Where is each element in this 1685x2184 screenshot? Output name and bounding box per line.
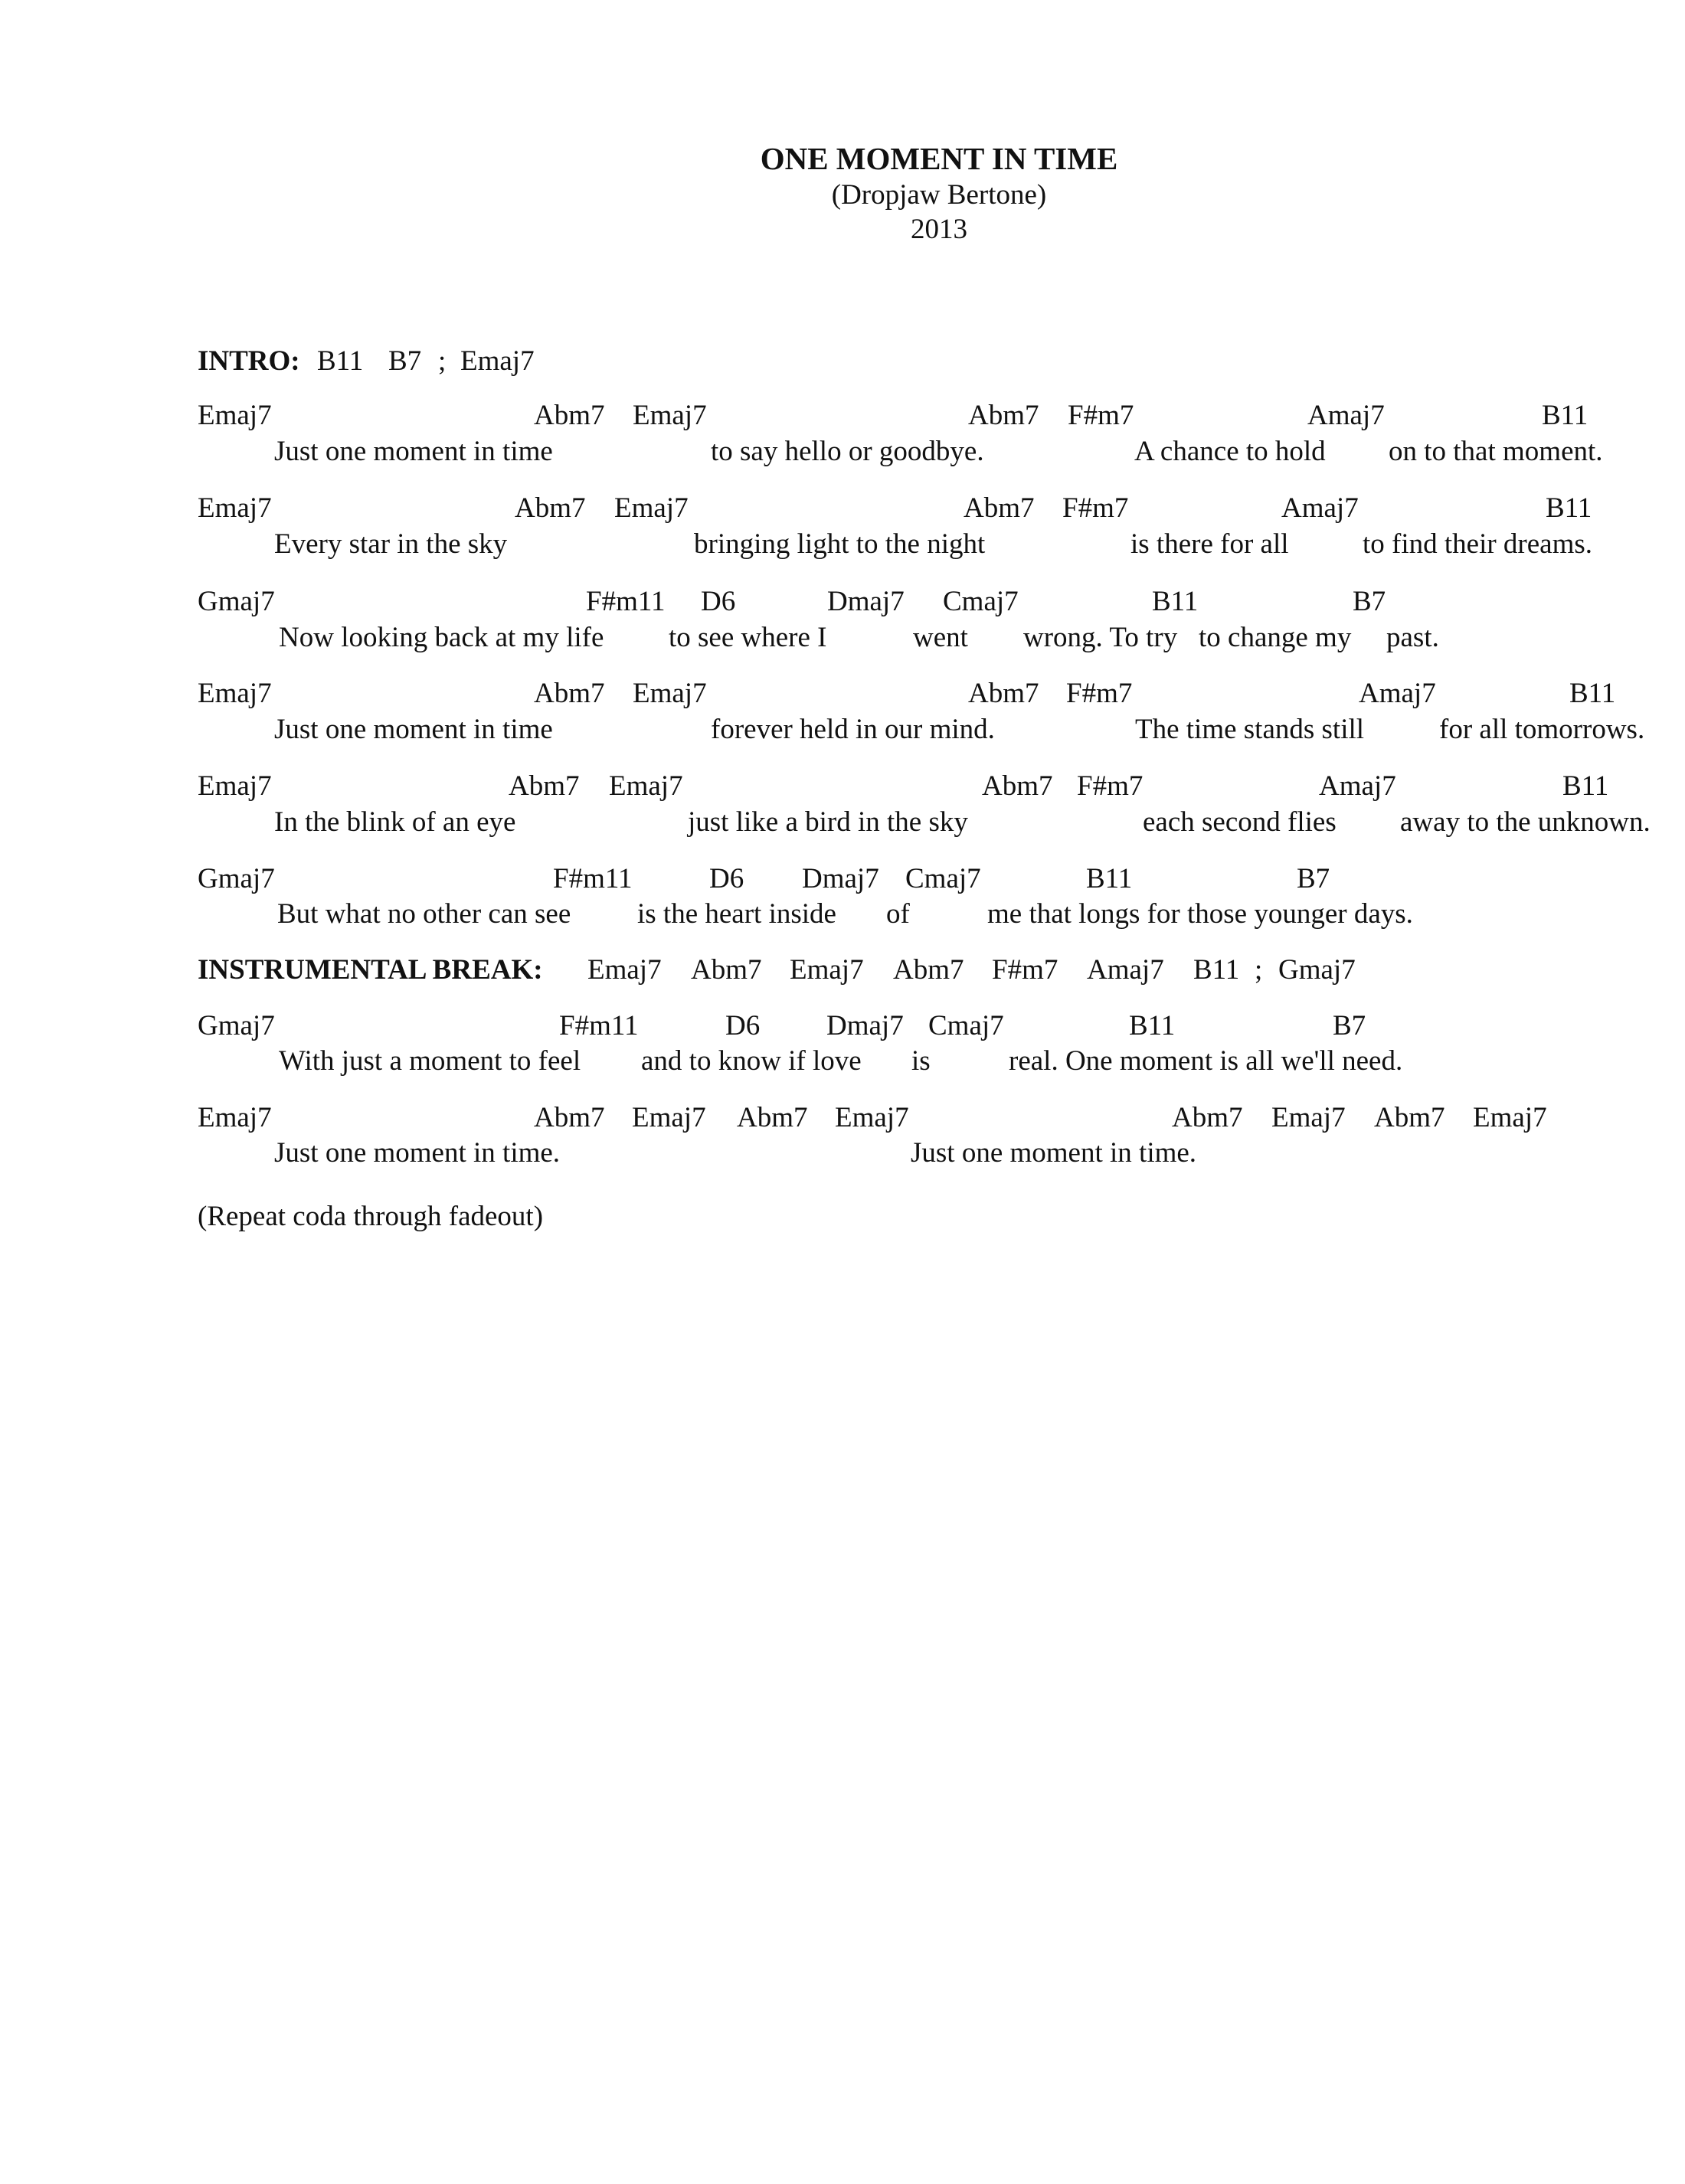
chord: Emaj7 bbox=[198, 400, 272, 431]
chord: Emaj7 bbox=[614, 492, 689, 524]
chord: Abm7 bbox=[968, 678, 1039, 709]
chord: Emaj7 bbox=[198, 492, 272, 524]
lyric: to see where I bbox=[669, 622, 827, 653]
chord: F#m11 bbox=[586, 586, 666, 617]
chord: D6 bbox=[725, 1010, 761, 1041]
chord: Emaj7 bbox=[198, 1102, 272, 1133]
lyric: wrong. To try bbox=[1023, 622, 1178, 653]
chord: Amaj7 bbox=[1281, 492, 1359, 524]
lyric: on to that moment. bbox=[1389, 436, 1603, 467]
chord: D6 bbox=[701, 586, 736, 617]
chord: F#m7 bbox=[1062, 492, 1129, 524]
chord: Emaj7 bbox=[790, 954, 864, 986]
chord: Abm7 bbox=[534, 1102, 605, 1133]
chord: Abm7 bbox=[964, 492, 1035, 524]
repeat-note: (Repeat coda through fadeout) bbox=[198, 1201, 544, 1232]
chord: B11 bbox=[1129, 1010, 1176, 1041]
chord: Abm7 bbox=[509, 770, 580, 802]
lyric: Just one moment in time. bbox=[911, 1137, 1197, 1169]
chord: Emaj7 bbox=[198, 678, 272, 709]
chord: Emaj7 bbox=[1473, 1102, 1547, 1133]
lyric: But what no other can see bbox=[277, 898, 571, 930]
lyric: With just a moment to feel bbox=[279, 1045, 581, 1077]
chord: B11 bbox=[1193, 954, 1240, 986]
chord: Emaj7 bbox=[835, 1102, 909, 1133]
chord: B11 bbox=[1562, 770, 1609, 802]
lyric: me that longs for those younger days. bbox=[987, 898, 1413, 930]
lyric: Just one moment in time. bbox=[274, 1137, 561, 1169]
lyric: of bbox=[886, 898, 910, 930]
lyric: Just one moment in time bbox=[274, 714, 553, 745]
chord: B11 bbox=[1086, 863, 1133, 894]
lyric: The time stands still bbox=[1135, 714, 1365, 745]
lyric: and to know if love bbox=[641, 1045, 862, 1077]
chord: B7 bbox=[1353, 586, 1386, 617]
lyric: is the heart inside bbox=[637, 898, 836, 930]
lyric: for all tomorrows. bbox=[1439, 714, 1645, 745]
chord: Emaj7 bbox=[198, 770, 272, 802]
chord: F#m7 bbox=[1066, 678, 1133, 709]
lyric: just like a bird in the sky bbox=[688, 806, 968, 838]
lyric: is there for all bbox=[1130, 528, 1289, 560]
lyric: bringing light to the night bbox=[694, 528, 986, 560]
chord: B7 bbox=[1333, 1010, 1366, 1041]
chord: Abm7 bbox=[968, 400, 1039, 431]
chord: Gmaj7 bbox=[198, 863, 275, 894]
chord: Abm7 bbox=[691, 954, 762, 986]
chord: Emaj7 bbox=[587, 954, 662, 986]
chord: Dmaj7 bbox=[826, 1010, 904, 1041]
chord-separator: ; bbox=[438, 345, 447, 377]
chord: Abm7 bbox=[1172, 1102, 1243, 1133]
chord: Abm7 bbox=[1374, 1102, 1445, 1133]
chord: Cmaj7 bbox=[905, 863, 981, 894]
lyric: In the blink of an eye bbox=[274, 806, 516, 838]
chord: Emaj7 bbox=[460, 345, 535, 377]
lyric: A chance to hold bbox=[1134, 436, 1326, 467]
intro-label: INTRO: bbox=[198, 345, 300, 377]
chord: B11 bbox=[1542, 400, 1588, 431]
instrumental-label: INSTRUMENTAL BREAK: bbox=[198, 954, 543, 986]
chord: Abm7 bbox=[737, 1102, 808, 1133]
chord: D6 bbox=[709, 863, 744, 894]
lyric: is bbox=[911, 1045, 931, 1077]
chord: F#m11 bbox=[553, 863, 633, 894]
chord: F#m7 bbox=[992, 954, 1058, 986]
chord: Abm7 bbox=[515, 492, 586, 524]
chord: Emaj7 bbox=[1271, 1102, 1346, 1133]
chord: Gmaj7 bbox=[198, 586, 275, 617]
chord: Emaj7 bbox=[633, 678, 707, 709]
lyric: each second flies bbox=[1143, 806, 1337, 838]
chord: B11 bbox=[317, 345, 364, 377]
lyric: to find their dreams. bbox=[1363, 528, 1593, 560]
lyric: went bbox=[913, 622, 968, 653]
chord: Abm7 bbox=[534, 400, 605, 431]
chord: B7 bbox=[388, 345, 422, 377]
chord: Abm7 bbox=[534, 678, 605, 709]
lyric: Every star in the sky bbox=[274, 528, 508, 560]
chord: Emaj7 bbox=[633, 400, 707, 431]
chord: F#m11 bbox=[559, 1010, 639, 1041]
chord: B11 bbox=[1546, 492, 1592, 524]
chord: Amaj7 bbox=[1087, 954, 1164, 986]
song-artist: (Dropjaw Bertone) bbox=[831, 179, 1047, 211]
lyric: to say hello or goodbye. bbox=[711, 436, 984, 467]
chord: Emaj7 bbox=[609, 770, 683, 802]
chord: Gmaj7 bbox=[198, 1010, 275, 1041]
chord: Cmaj7 bbox=[928, 1010, 1004, 1041]
chord: Amaj7 bbox=[1307, 400, 1385, 431]
lyric: away to the unknown. bbox=[1400, 806, 1651, 838]
song-title: ONE MOMENT IN TIME bbox=[760, 141, 1118, 176]
lyric: forever held in our mind. bbox=[711, 714, 995, 745]
chord: Dmaj7 bbox=[827, 586, 905, 617]
chord: Amaj7 bbox=[1319, 770, 1396, 802]
chord: F#m7 bbox=[1077, 770, 1144, 802]
chord: Dmaj7 bbox=[802, 863, 879, 894]
lyric: real. One moment is all we'll need. bbox=[1009, 1045, 1403, 1077]
lyric: to change my bbox=[1199, 622, 1352, 653]
chord: Gmaj7 bbox=[1278, 954, 1356, 986]
chord: Amaj7 bbox=[1359, 678, 1436, 709]
chord: Emaj7 bbox=[632, 1102, 706, 1133]
song-year: 2013 bbox=[911, 214, 967, 245]
lyric: Just one moment in time bbox=[274, 436, 553, 467]
chord: Abm7 bbox=[982, 770, 1053, 802]
chord: Abm7 bbox=[893, 954, 964, 986]
chord: Cmaj7 bbox=[943, 586, 1019, 617]
lyric: past. bbox=[1386, 622, 1439, 653]
chord: F#m7 bbox=[1068, 400, 1134, 431]
chord: B11 bbox=[1152, 586, 1199, 617]
lyric: Now looking back at my life bbox=[279, 622, 604, 653]
chord-separator: ; bbox=[1255, 954, 1263, 986]
chord: B7 bbox=[1297, 863, 1330, 894]
chord: B11 bbox=[1569, 678, 1616, 709]
